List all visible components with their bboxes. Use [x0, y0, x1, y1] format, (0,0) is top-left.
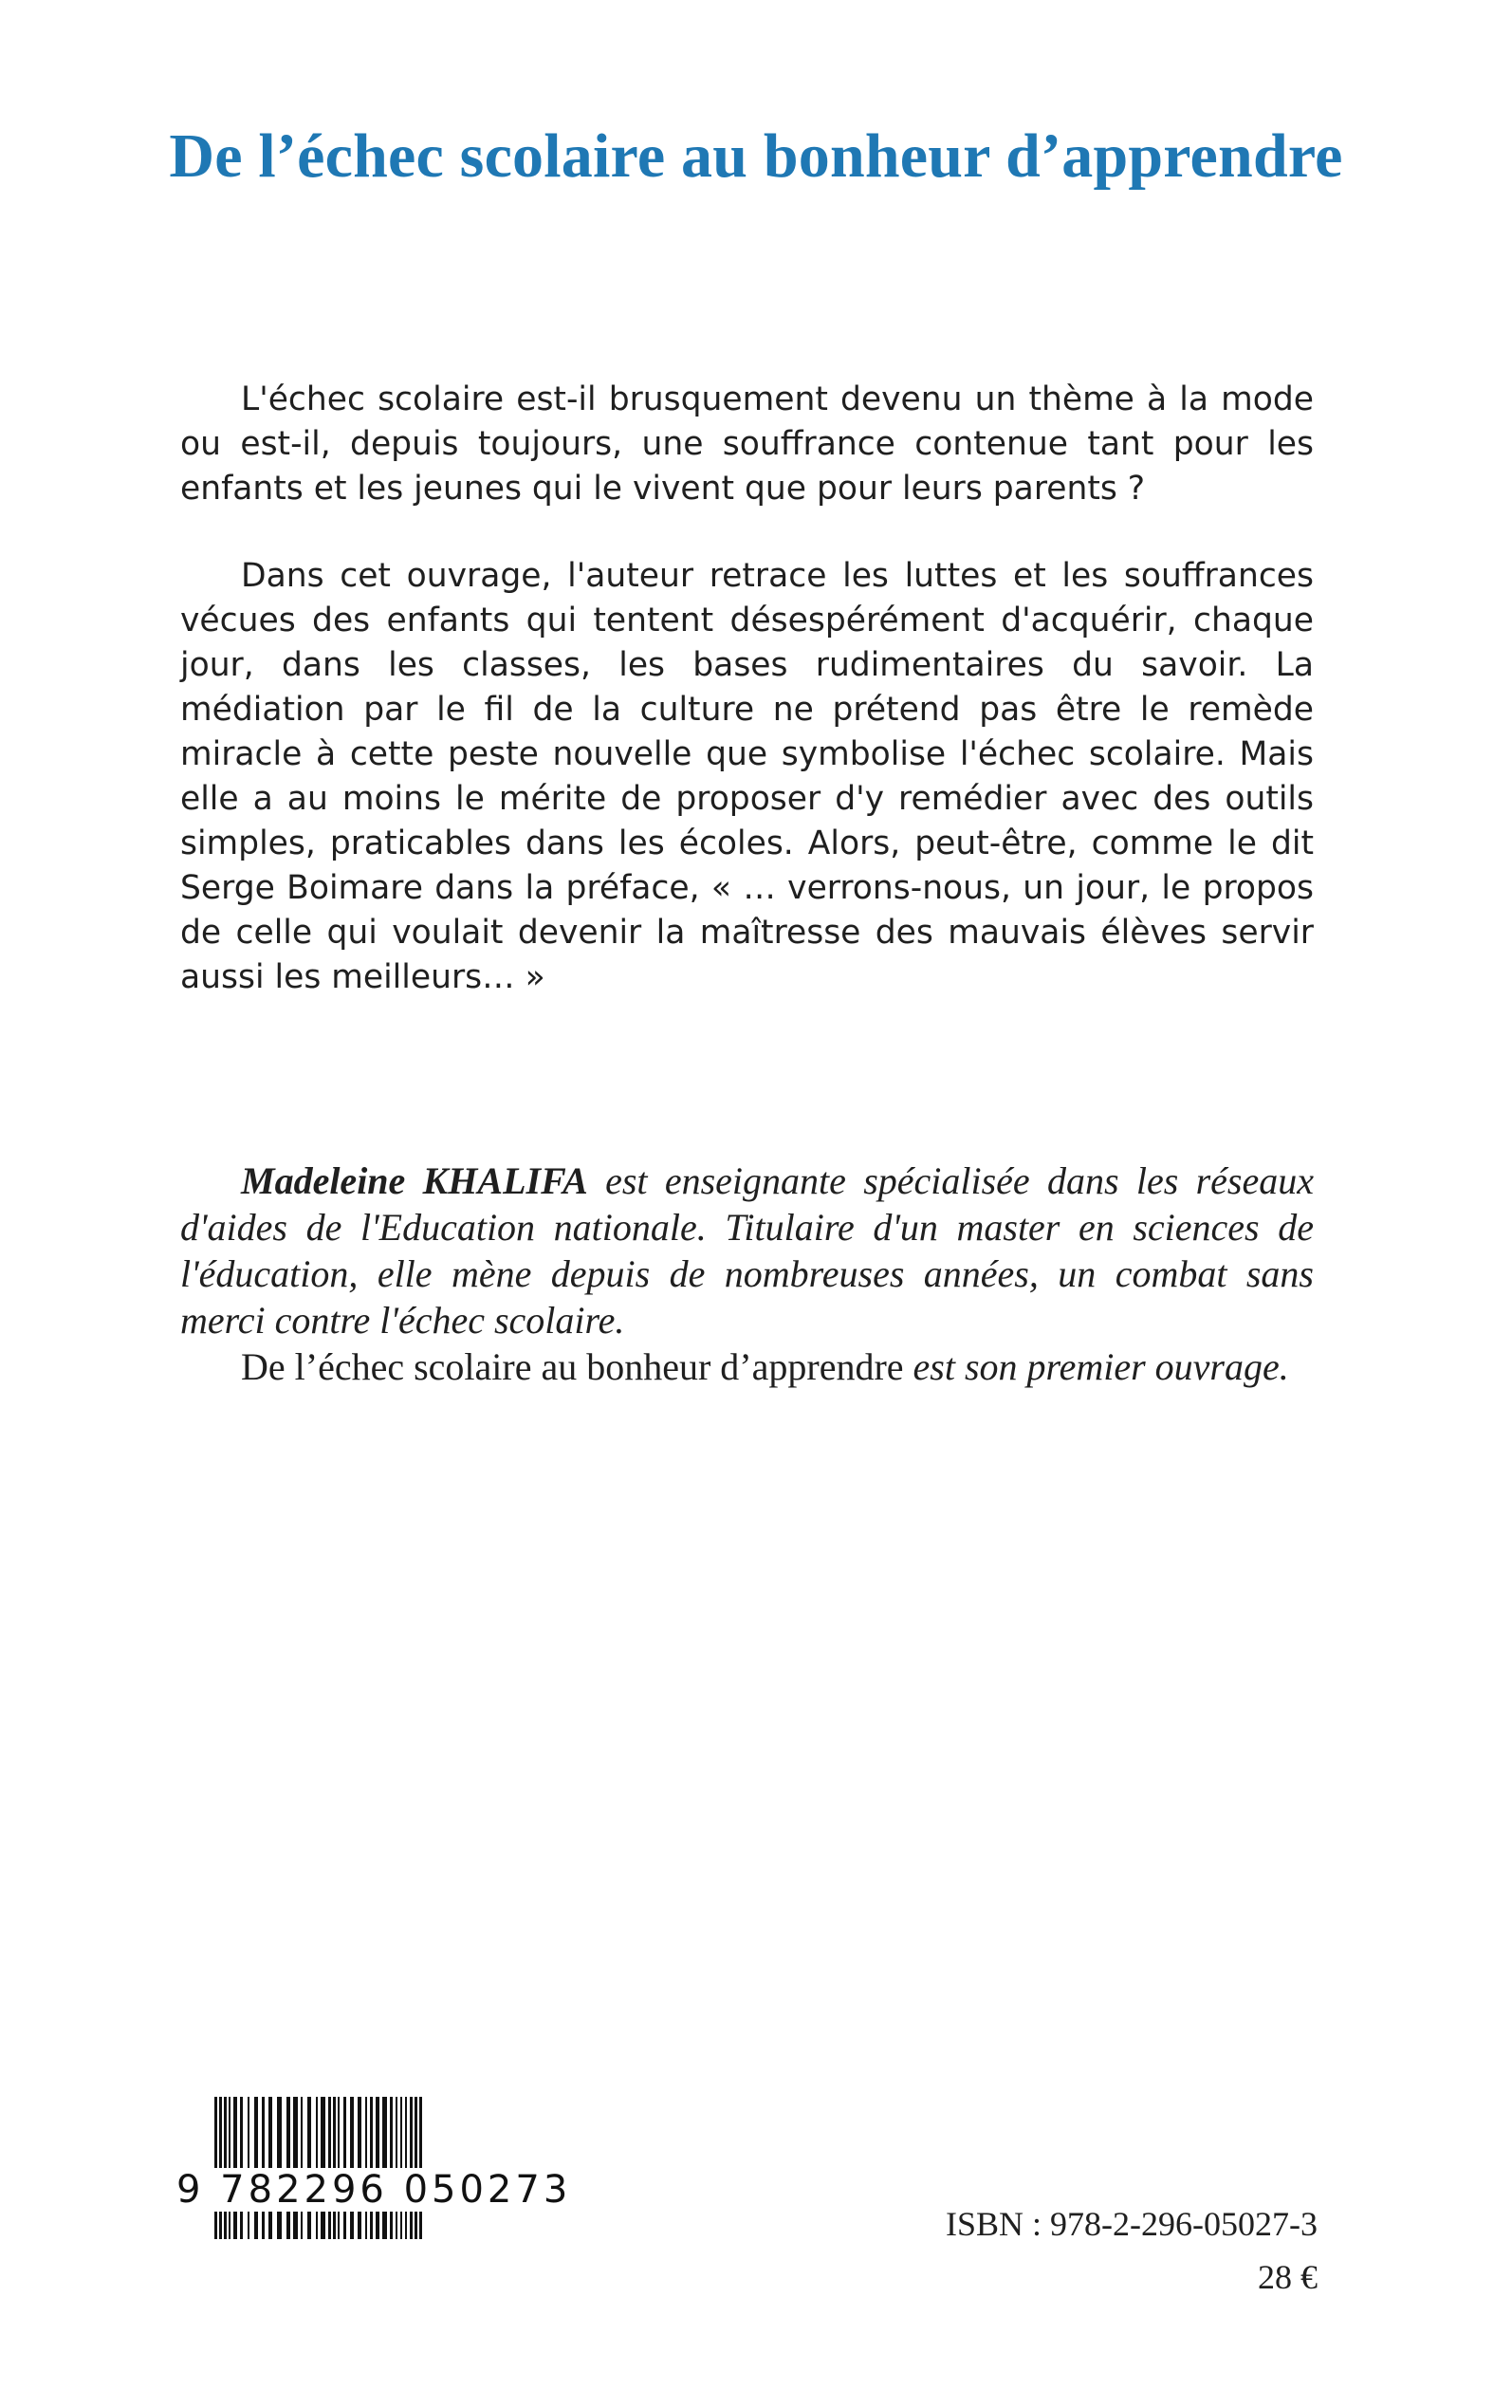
- first-book-title: De l’échec scolaire au bonheur d’apprendre: [241, 1345, 904, 1388]
- author-name: Madeleine KHALIFA: [241, 1159, 588, 1202]
- author-bio: est enseignante spécialisée dans les réseaux d'aides de l'Education nationale. Titulaire d'un master en sciences de l'éducation, elle mène depuis de nombreuses années, un combat sans merci contre l'échec scolaire.: [180, 1159, 1315, 1342]
- intro-paragraph-2-block: [180, 554, 1314, 1000]
- author-bio-paragraph: [180, 1158, 1314, 1343]
- author-bio-block: [180, 1158, 1314, 1390]
- intro-paragraph-2: Dans cet ouvrage, l'auteur retrace les luttes et les souffrances vécues des enfants qui tentent désespérément d'acquérir, chaque jour, dans les classes, les bases rudimentaires du savoir. La médiation par le fil de la culture ne prétend pas être le remède miracle à cette peste nouvelle que symbolise l'échec scolaire. Mais elle a au moins le mérite de proposer d'y remédier avec des outils simples, praticables dans les écoles. Alors, peut-être, comme le dit Serge Boimare dans la préface, « … verrons-nous, un jour, le propos de celle qui voulait devenir la maîtresse des mauvais élèves servir aussi les meilleurs… »: [180, 557, 1314, 996]
- intro-paragraph-1-block: [180, 378, 1314, 511]
- book-title: De l’échec scolaire au bonheur d’apprendre: [169, 121, 1343, 191]
- price: 28 €: [1258, 2258, 1318, 2296]
- barcode-digits: 9 782296 050273: [176, 2168, 572, 2212]
- first-book-note: [180, 1343, 1314, 1390]
- intro-paragraph-1: L'échec scolaire est-il brusquement devenu un thème à la mode ou est-il, depuis toujours, une souffrance contenue tant pour les enfants et les jeunes qui le vivent que pour leurs parents ?: [180, 380, 1314, 508]
- first-book-note-text: est son premier ouvrage.: [903, 1345, 1289, 1388]
- isbn-number: ISBN : 978-2-296-05027-3: [946, 2205, 1318, 2243]
